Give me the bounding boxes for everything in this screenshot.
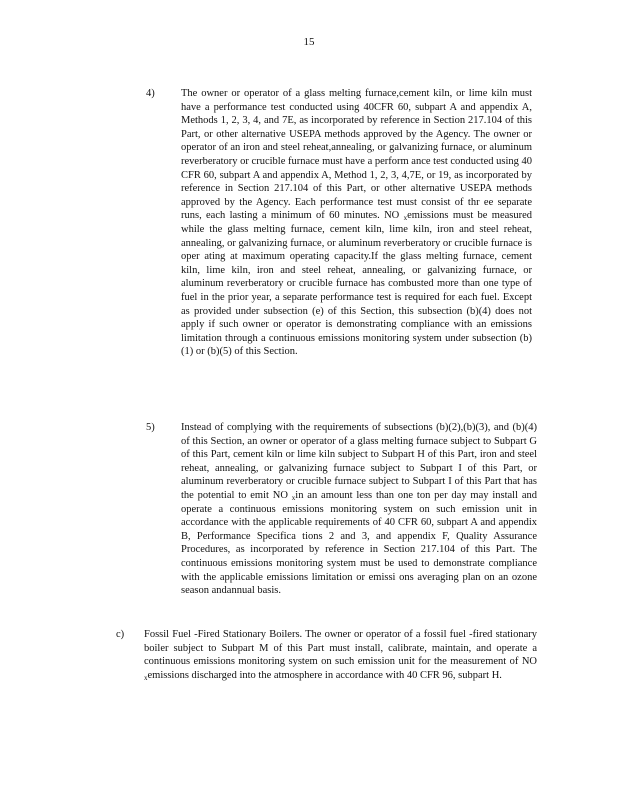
subsection-text (181, 87, 532, 359)
subscript: x (144, 673, 148, 682)
subsection-label: 5) (146, 422, 155, 433)
text-segment: The owner or operator of a glass melting furnace,cement kiln, or lime kiln must have a performance test conducted using 40CFR 60, subpart A and appendix A, Methods 1, 2, 3, 4, and 7E, as incorporated by reference in Section 217.104 of this Part, or other alternative USEPA methods approved by the Agency. The owner or operator of an iron and steel reheat,annealing, or galvanizing furnace, or aluminum reverberatory or crucible furnace must have a perform ance test conducted using 40 CFR 60, subpart A and appendix A, Method 1, 2, 3, 4,7E, or 19, as incorporated by reference in Section 217.104 of this Part, or other alternative USEPA methods approved by the Agency. Each performance test must consist of thr ee separate runs, each lasting a minimum of 60 minutes. NO (181, 88, 533, 222)
text-segment: in an amount less than one ton per day may install and operate a continuous emissions monitoring system on such emission unit in accordance with the applicable requirements of 40 CFR 60, subpart A and appendix B, Performance Specifica tions 2 and 3, and appendix F, Quality Assurance Procedures, as incorporated by reference in Section 217.104 of this Part. The continuous emissions monitoring system must be used to demonstrate compliance with the applicable emissions limitation or emissi ons averaging plan on an ozone season andannual basis. (181, 489, 538, 597)
subscript: x (291, 493, 296, 502)
subsection-text (181, 421, 537, 598)
subscript: x (403, 214, 408, 223)
text-segment: Fossil Fuel -Fired Stationary Boilers. The owner or operator of a fossil fuel -fired stationary boiler subject to Subpart M of this Part must install, calibrate, maintain, and operate a continuous emissions monitoring system on such emission unit for the measurement of NO (144, 629, 537, 668)
text-segment: Instead of complying with the requirements of subsections (b)(2),(b)(3), and (b)(4) of this Section, an owner or operator of a glass melting furnace subject to Subpart G of this Part, cement kiln or lime kiln subject to Subpart H of this Part, iron and steel reheat, annealing, or galvanizing furnace subject to Subpart I of this Part, or aluminum reverberatory or crucible furnace subject to Subpart I of this Part that has the potential to emit NO (181, 422, 537, 501)
text-segment: emissions discharged into the atmosphere in accordance with 40 CFR 96, subpart H. (147, 669, 502, 681)
subsection-text (144, 628, 537, 682)
subsection-label: c) (116, 629, 125, 640)
text-segment: emissions must be measured while the glass melting furnace, cement kiln, lime kiln, iron and steel reheat, annealing, or galvanizing furnace, or aluminum reverberatory or crucible furnace is oper ating at maximum operating capacity.If the glass melting furnace, cement kiln, lime kiln, iron and steel reheat, annealing, or galvanizing furnace, or aluminum reverberatory or crucible furnace has combusted more than one type of fuel in the prior year, a separate performance test is required for each fuel. Except as provided under subsection (e) of this Section, this subsection (b)(4) does not apply if such owner or operator is demonstrating compliance with an emissions limitation through a continuous emissions monitoring system under subsection (b)(1) or (b)(5) of this Section. (181, 210, 533, 358)
subsection-label: 4) (146, 88, 155, 99)
page-number: 15 (303, 36, 315, 48)
